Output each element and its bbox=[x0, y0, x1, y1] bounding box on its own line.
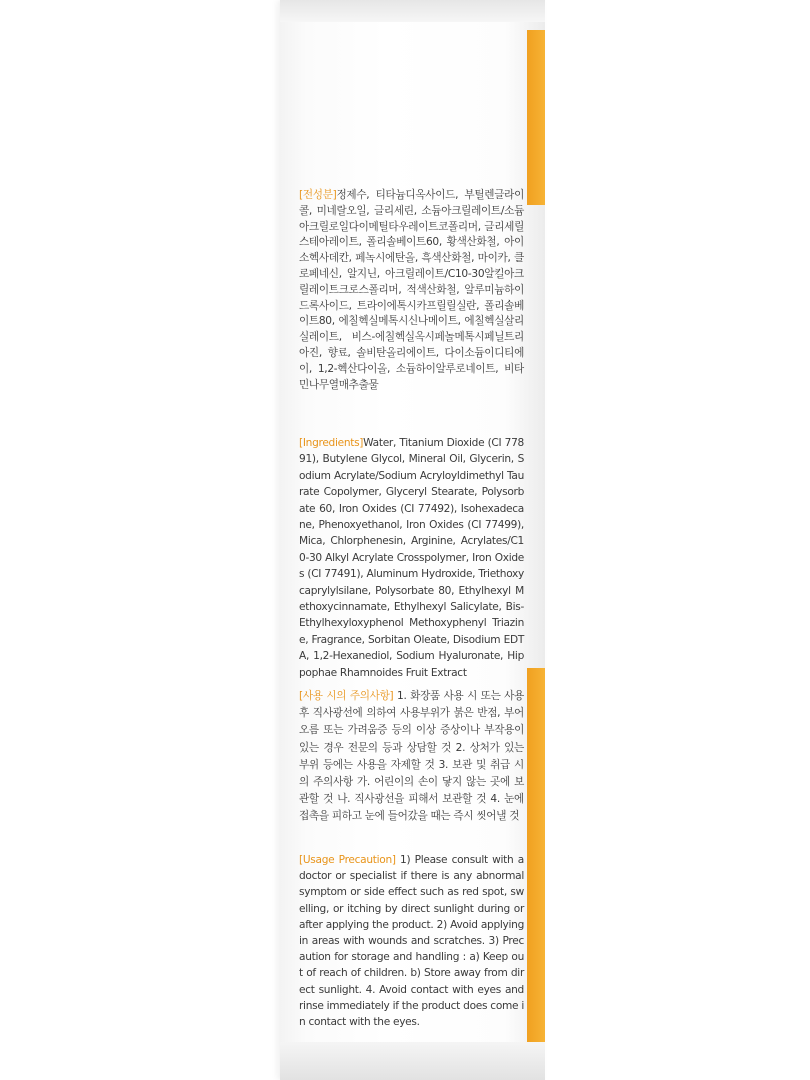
korean-precaution-block bbox=[299, 688, 524, 826]
korean-ingredients-block bbox=[299, 188, 524, 393]
korean-ingredients-label: [전성분] bbox=[299, 189, 337, 201]
package-top-edge bbox=[280, 0, 545, 22]
english-ingredients-text: Water, Titanium Dioxide (CI 77891), Butylene Glycol, Mineral Oil, Glycerin, Sodium Acrylate/Sodium Acryloyldimethyl Taurate Copolymer, Glyceryl Stearate, Polysorbate 60, Iron Oxides (CI 77492), Isohexadecane, Phenoxyethanol, Iron Oxides (CI 77499), Mica, Chlorphenesin, Arginine, Acrylates/C10-30 Alkyl Acrylate Crosspolymer, Iron Oxides (CI 77491), Aluminum Hydroxide, Triethoxycaprylylsilane, Polysorbate 80, Ethylhexyl Methoxycinnamate, Ethylhexyl Salicylate, Bis-Ethylhexyloxyphenol Methoxyphenyl Triazine, Fragrance, Sorbitan Oleate, Disodium EDTA, 1,2-Hexanediol, Sodium Hyaluronate, Hippophae Rhamnoides Fruit Extract bbox=[299, 437, 524, 679]
orange-stripe-top bbox=[527, 30, 545, 205]
english-ingredients-block bbox=[299, 435, 524, 681]
english-precaution-text: 1) Please consult with a doctor or specialist if there is any abnormal symptom or side effect such as red spot, swelling, or itching by direct sunlight during or after applying the product. 2) Avoid applying in areas with wounds and scratches. 3) Precaution for storage and handling : a) Keep out of reach of children. b) Store away from direct sunlight. 4. Avoid contact with eyes and rinse immediately if the product does come in contact with the eyes. bbox=[299, 854, 524, 1029]
english-ingredients-label: [Ingredients] bbox=[299, 437, 364, 449]
korean-precaution-label: [사용 시의 주의사항] bbox=[299, 690, 394, 702]
package-bottom-edge bbox=[280, 1042, 545, 1080]
english-precaution-block bbox=[299, 852, 524, 1030]
orange-stripe-bottom bbox=[527, 668, 545, 1048]
korean-ingredients-text: 정제수, 티타늄디옥사이드, 부틸렌글라이콜, 미네랄오일, 글리세린, 소듐아크릴레이트/소듐아크릴로일다이메틸타우레이트코폴리머, 글리세릴스테아레이트, 폴리솔베이트60, 황색산화철, 아이소헥사데칸, 페녹시에탄올, 흑색산화철, 마이카, 클로페네신, 알지닌, 아크릴레이트/C10-30알킬아크릴레이트크로스폴리머, 적색산화철, 알루미늄하이드록사이드, 트라이에톡시카프릴릴실란, 폴리솔베이트80, 에칠헥실메톡시신나메이트, 에칠헥실살리실레이트, 비스-에칠헥실옥시페놀메톡시페닐트리아진, 향료, 솔비탄올리에이트, 다이소듐이디티에이, 1,2-헥산다이올, 소듐하이알루로네이트, 비타민나무열매추출물 bbox=[299, 189, 524, 391]
korean-precaution-text: 1. 화장품 사용 시 또는 사용 후 직사광선에 의하여 사용부위가 붉은 반점, 부어오름 또는 가려움증 등의 이상 증상이나 부작용이 있는 경우 전문의 등과 상담할 것 2. 상처가 있는 부위 등에는 사용을 자제할 것 3. 보관 및 취급 시의 주의사항 가. 어린이의 손이 닿지 않는 곳에 보관할 것 나. 직사광선을 피해서 보관할 것 4. 눈에 접촉을 피하고 눈에 들어갔을 때는 즉시 씻어낼 것 bbox=[299, 690, 524, 823]
english-precaution-label: [Usage Precaution] bbox=[299, 854, 396, 866]
